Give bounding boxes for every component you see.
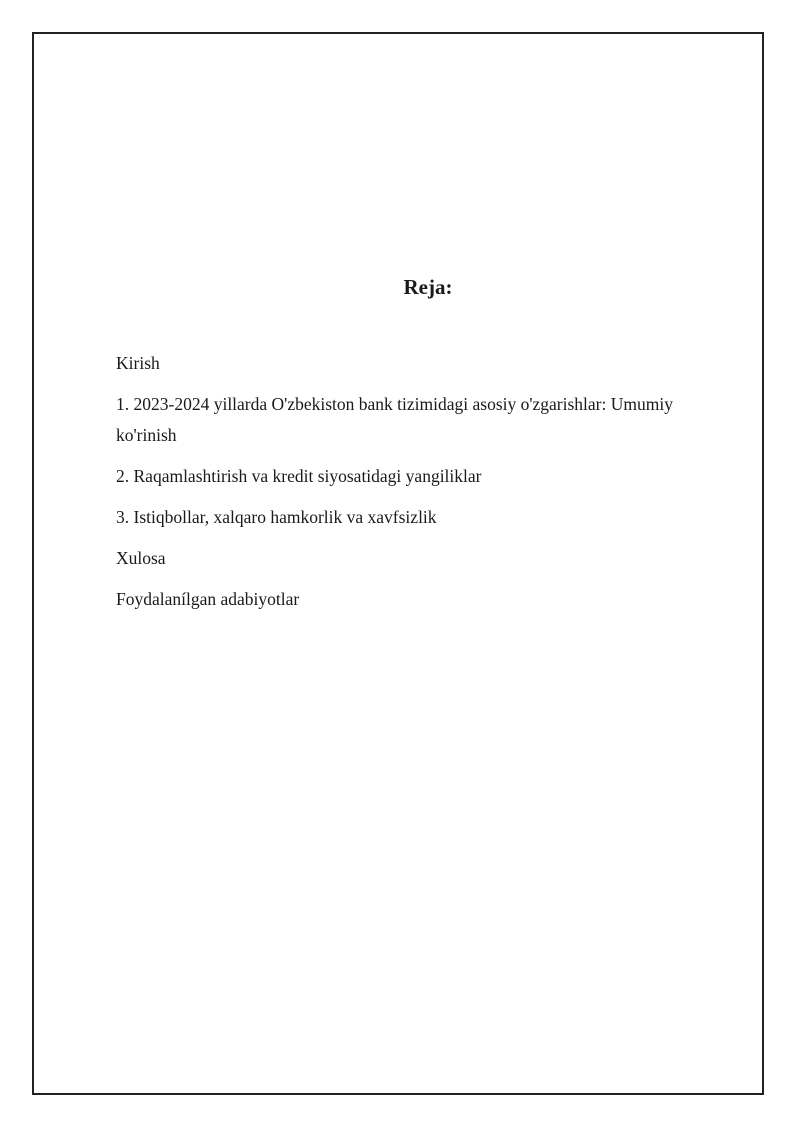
table-of-contents [116, 348, 726, 625]
page-title: Reja: [403, 275, 453, 299]
toc-item-references: Foydalanílgan adabiyotlar [116, 589, 300, 609]
toc-item-3: 3. Istiqbollar, xalqaro hamkorlik va xavfsizlik [116, 507, 437, 527]
toc-item-1: 1. 2023-2024 yillarda O'zbekiston bank tizimidagi asosiy o'zgarishlar: Umumiy ko'rinish [116, 394, 673, 445]
toc-item-introduction: Kirish [116, 353, 160, 373]
toc-item-conclusion: Xulosa [116, 548, 166, 568]
toc-item-2: 2. Raqamlashtirish va kredit siyosatidagi yangiliklar [116, 466, 482, 486]
